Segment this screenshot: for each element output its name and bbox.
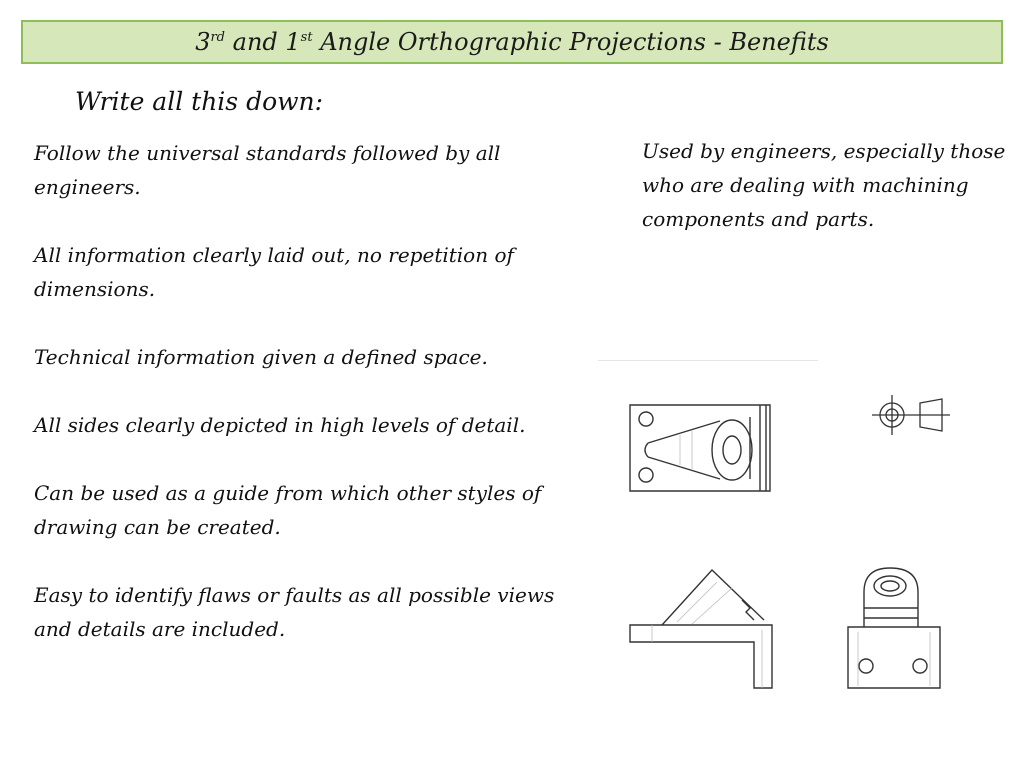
front-view-drawing <box>622 560 782 695</box>
divider <box>598 360 818 361</box>
benefits-list <box>34 136 594 646</box>
side-note: Used by engineers, especially those who are dealing with machining components and parts. <box>642 139 1006 231</box>
slide-title: 3rd and 1st Angle Orthographic Projections - Benefits <box>195 28 829 56</box>
title-bar <box>21 20 1003 64</box>
benefit-item: All sides clearly depicted in high levels of detail. <box>34 413 526 437</box>
side-view-drawing <box>840 562 950 697</box>
projection-symbol-drawing <box>868 393 952 439</box>
benefit-item: Easy to identify flaws or faults as all possible views and details are included. <box>34 583 555 641</box>
benefit-item: All information clearly laid out, no repetition of dimensions. <box>34 243 514 301</box>
benefit-item: Can be used as a guide from which other styles of drawing can be created. <box>34 481 542 539</box>
write-heading: Write all this down: <box>75 87 324 116</box>
benefit-item: Follow the universal standards followed by all engineers. <box>34 141 501 199</box>
top-view-drawing <box>620 395 780 500</box>
benefit-item: Technical information given a defined space. <box>34 345 488 369</box>
